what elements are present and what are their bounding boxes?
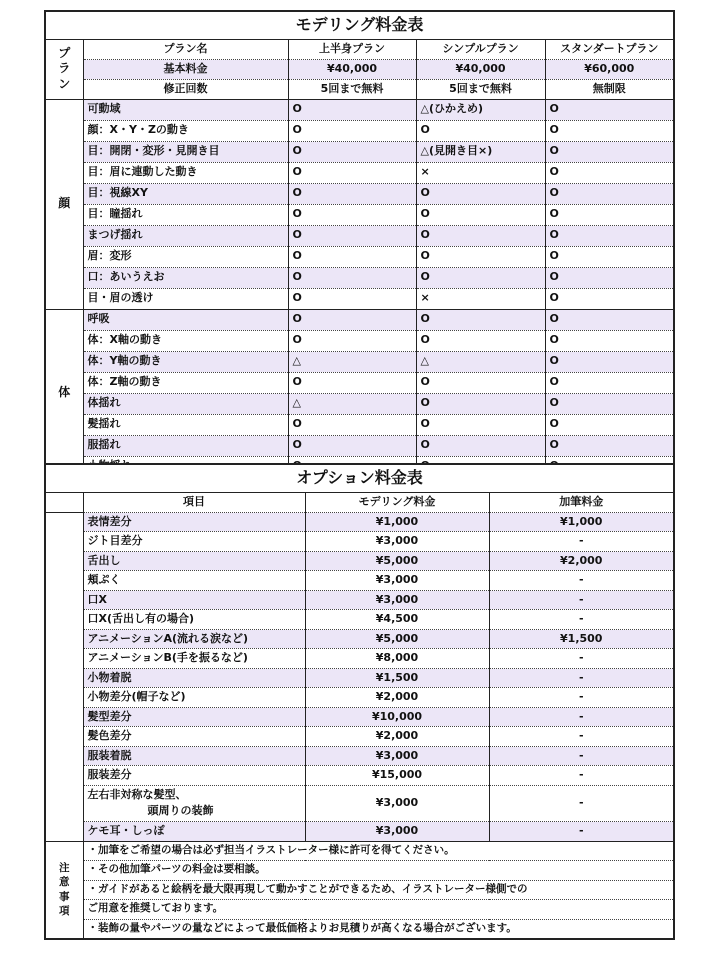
feature-mark: O: [545, 372, 674, 393]
feature-label: 眉：変形: [83, 246, 288, 267]
feature-mark: O: [545, 351, 674, 372]
option-modeling-price: ¥3,000: [305, 821, 489, 841]
feature-label: 顔：X・Y・Zの動き: [83, 120, 288, 141]
feature-mark: O: [545, 435, 674, 456]
feature-mark: O: [416, 435, 545, 456]
revision-standard: 無制限: [545, 79, 674, 99]
option-modeling-price: ¥4,500: [305, 610, 489, 630]
feature-mark: O: [416, 330, 545, 351]
option-extra-price: ¥1,500: [489, 629, 674, 649]
plan-group-text: プ ラ ン: [58, 45, 71, 91]
option-item: 服装差分: [83, 766, 305, 786]
option-item: ジト目差分: [83, 532, 305, 552]
feature-mark: O: [416, 393, 545, 414]
option-extra-price: -: [489, 707, 674, 727]
feature-mark: △(見開き目×): [416, 141, 545, 162]
feature-mark: ×: [416, 162, 545, 183]
option-extra-price: -: [489, 727, 674, 747]
feature-label: 呼吸: [83, 309, 288, 330]
option-extra-price: -: [489, 571, 674, 591]
option-extra-price: -: [489, 532, 674, 552]
feature-mark: O: [416, 246, 545, 267]
feature-label: 目：開閉・変形・見開き目: [83, 141, 288, 162]
option-extra-price: -: [489, 746, 674, 766]
option-extra-price: -: [489, 688, 674, 708]
asym-line-2: 頭周りの装飾: [147, 804, 214, 817]
option-item: 口X: [83, 590, 305, 610]
option-modeling-price: ¥5,000: [305, 551, 489, 571]
option-extra-price: -: [489, 785, 674, 821]
feature-label: 体揺れ: [83, 393, 288, 414]
feature-mark: O: [288, 99, 416, 120]
option-modeling-price: ¥2,000: [305, 688, 489, 708]
option-modeling-price: ¥3,000: [305, 785, 489, 821]
feature-label: 目：瞳揺れ: [83, 204, 288, 225]
option-modeling-price: ¥8,000: [305, 649, 489, 669]
body-group-label: 体: [45, 309, 83, 477]
option-modeling-price: ¥1,000: [305, 512, 489, 532]
feature-mark: O: [545, 330, 674, 351]
feature-label: 髪揺れ: [83, 414, 288, 435]
revision-upper: 5回まで無料: [288, 79, 416, 99]
option-price-title: オプション料金表: [45, 464, 674, 492]
option-item: 小物差分(帽子など): [83, 688, 305, 708]
note-line: ・装飾の量やパーツの量などによって最低価格よりお見積りが高くなる場合がございます。: [83, 919, 674, 939]
feature-mark: O: [416, 372, 545, 393]
feature-mark: O: [288, 288, 416, 309]
option-extra-price: -: [489, 649, 674, 669]
face-group-label: 顔: [45, 99, 83, 309]
option-item: アニメーションA(流れる涙など): [83, 629, 305, 649]
option-item: 髪色差分: [83, 727, 305, 747]
feature-mark: O: [416, 183, 545, 204]
feature-mark: O: [545, 267, 674, 288]
option-modeling-price: ¥3,000: [305, 590, 489, 610]
feature-mark: O: [288, 267, 416, 288]
feature-mark: O: [416, 204, 545, 225]
base-price-simple: ¥40,000: [416, 59, 545, 79]
option-item: 小物着脱: [83, 668, 305, 688]
feature-mark: O: [416, 414, 545, 435]
feature-mark: O: [545, 288, 674, 309]
feature-label: まつげ揺れ: [83, 225, 288, 246]
option-item: ケモ耳・しっぽ: [83, 821, 305, 841]
plan-header-upper: 上半身プラン: [288, 39, 416, 59]
feature-mark: O: [288, 435, 416, 456]
feature-mark: O: [545, 393, 674, 414]
feature-mark: O: [545, 141, 674, 162]
option-price-table: [44, 463, 675, 940]
modeling-price-table: [44, 10, 675, 478]
base-price-label: 基本料金: [83, 59, 288, 79]
feature-mark: O: [288, 372, 416, 393]
option-modeling-price: ¥1,500: [305, 668, 489, 688]
plan-group-label: [45, 39, 83, 99]
feature-mark: O: [288, 414, 416, 435]
option-item: 舌出し: [83, 551, 305, 571]
plan-name-header: プラン名: [83, 39, 288, 59]
base-price-standard: ¥60,000: [545, 59, 674, 79]
option-header-item: 項目: [83, 492, 305, 512]
option-item: 髪型差分: [83, 707, 305, 727]
notes-group-label: 注 意 事 項: [45, 841, 83, 939]
feature-mark: O: [545, 414, 674, 435]
feature-mark: O: [416, 120, 545, 141]
asym-line-1: 左右非対称な髪型、: [87, 788, 187, 802]
feature-label: 目：視線XY: [83, 183, 288, 204]
feature-label: 目：眉に連動した動き: [83, 162, 288, 183]
modeling-price-title: モデリング料金表: [45, 11, 674, 39]
option-extra-price: ¥2,000: [489, 551, 674, 571]
note-line: ・その他加筆パーツの料金は要相談。: [83, 861, 674, 881]
feature-label: 体：Z軸の動き: [83, 372, 288, 393]
feature-mark: O: [288, 330, 416, 351]
option-item: アニメーションB(手を振るなど): [83, 649, 305, 669]
feature-label: 目・眉の透け: [83, 288, 288, 309]
option-extra-price: -: [489, 766, 674, 786]
feature-mark: O: [288, 204, 416, 225]
plan-header-simple: シンプルプラン: [416, 39, 545, 59]
option-modeling-price: ¥3,000: [305, 746, 489, 766]
option-header-modeling: モデリング料金: [305, 492, 489, 512]
feature-mark: O: [288, 141, 416, 162]
feature-label: 可動域: [83, 99, 288, 120]
feature-mark: O: [545, 183, 674, 204]
feature-mark: O: [416, 225, 545, 246]
note-line: ご用意を推奨しております。: [83, 900, 674, 920]
option-item: 服装着脱: [83, 746, 305, 766]
feature-mark: O: [545, 162, 674, 183]
feature-label: 服揺れ: [83, 435, 288, 456]
option-modeling-price: ¥2,000: [305, 727, 489, 747]
revision-label: 修正回数: [83, 79, 288, 99]
option-item: 口X(舌出し有の場合): [83, 610, 305, 630]
revision-simple: 5回まで無料: [416, 79, 545, 99]
feature-mark: O: [545, 225, 674, 246]
feature-mark: O: [416, 309, 545, 330]
option-extra-price: -: [489, 590, 674, 610]
option-item: 表情差分: [83, 512, 305, 532]
option-item-asymmetric: [83, 785, 305, 821]
note-line: ・ガイドがあると絵柄を最大限再現して動かすことができるため、イラストレーター様側での: [83, 880, 674, 900]
feature-mark: O: [416, 267, 545, 288]
feature-mark: O: [288, 246, 416, 267]
option-modeling-price: ¥15,000: [305, 766, 489, 786]
option-extra-price: ¥1,000: [489, 512, 674, 532]
option-extra-price: -: [489, 668, 674, 688]
feature-mark: O: [545, 99, 674, 120]
feature-label: 体：X軸の動き: [83, 330, 288, 351]
option-extra-price: -: [489, 610, 674, 630]
note-line: ・加筆をご希望の場合は必ず担当イラストレーター様に許可を得てください。: [83, 841, 674, 861]
option-header-extra: 加筆料金: [489, 492, 674, 512]
feature-label: 口：あいうえお: [83, 267, 288, 288]
option-modeling-price: ¥3,000: [305, 532, 489, 552]
feature-mark: O: [288, 309, 416, 330]
option-header-blank: [45, 492, 83, 512]
option-extra-price: -: [489, 821, 674, 841]
feature-mark: O: [288, 225, 416, 246]
feature-mark: ×: [416, 288, 545, 309]
option-modeling-price: ¥10,000: [305, 707, 489, 727]
feature-mark: △(ひかえめ): [416, 99, 545, 120]
option-side-blank: [45, 512, 83, 841]
plan-header-standard: スタンダートプラン: [545, 39, 674, 59]
base-price-upper: ¥40,000: [288, 59, 416, 79]
feature-mark: O: [288, 120, 416, 141]
option-modeling-price: ¥3,000: [305, 571, 489, 591]
feature-mark: O: [545, 204, 674, 225]
feature-label: 体：Y軸の動き: [83, 351, 288, 372]
option-item: 頬ぷく: [83, 571, 305, 591]
feature-mark: O: [545, 309, 674, 330]
feature-mark: O: [545, 246, 674, 267]
feature-mark: O: [545, 120, 674, 141]
feature-mark: O: [288, 183, 416, 204]
feature-mark: O: [288, 162, 416, 183]
feature-mark: △: [288, 393, 416, 414]
option-modeling-price: ¥5,000: [305, 629, 489, 649]
feature-mark: △: [288, 351, 416, 372]
feature-mark: △: [416, 351, 545, 372]
